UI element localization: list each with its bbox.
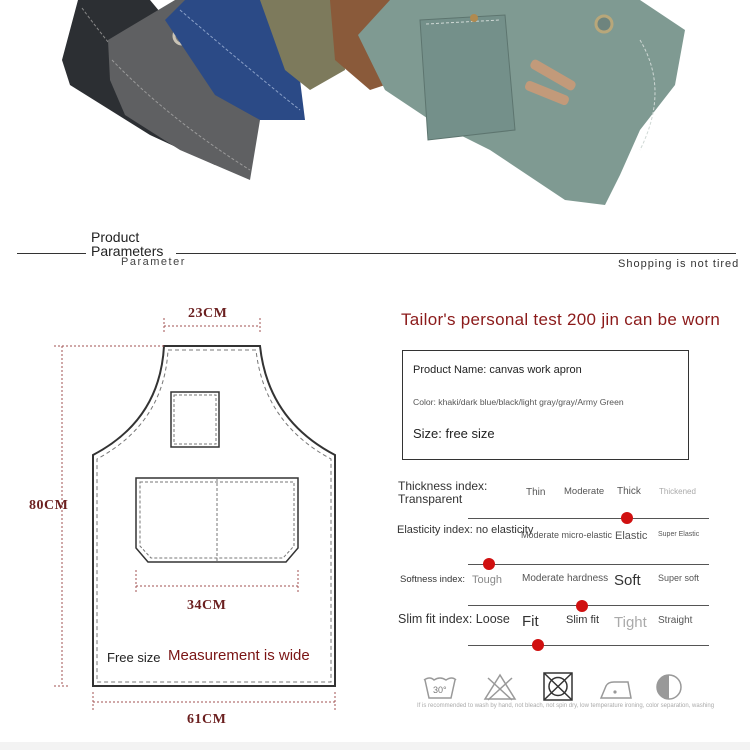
no-bleach-icon xyxy=(482,672,518,702)
fit-label: Slim fit index: Loose xyxy=(398,612,510,626)
top-width-label: 23CM xyxy=(188,306,228,321)
elasticity-track xyxy=(468,564,709,565)
tagline: Tailor's personal test 200 jin can be worn xyxy=(401,310,721,329)
no-tumble-dry-icon xyxy=(540,671,576,701)
fit-option-straight: Straight xyxy=(658,615,693,626)
wash-temp-text: 30° xyxy=(433,685,447,695)
measurement-note: Measurement is wide xyxy=(168,647,310,664)
low-iron-icon xyxy=(598,674,634,704)
thickness-option-moderate: Moderate xyxy=(564,486,605,497)
fit-track xyxy=(468,645,709,646)
product-photo xyxy=(0,0,750,230)
product-info-box xyxy=(402,350,689,460)
softness-option-tough: Tough xyxy=(472,574,502,586)
thickness-label: Thickness index: Transparent xyxy=(398,479,488,506)
aprons-illustration xyxy=(0,0,750,230)
apron-diagram xyxy=(20,300,380,740)
softness-option-soft: Soft xyxy=(614,572,641,589)
fit-option-fit: Fit xyxy=(522,613,539,630)
thickness-option-thick: Thick xyxy=(617,486,641,497)
product-size: Size: free size xyxy=(413,426,495,441)
product-name: Product Name: canvas work apron xyxy=(413,364,582,376)
color-separation-icon xyxy=(652,672,688,702)
section-tagline: Shopping is not tired xyxy=(618,258,740,270)
fit-option-slim: Slim fit xyxy=(566,614,599,626)
header-rule-right xyxy=(176,253,736,254)
height-label: 80CM xyxy=(29,498,69,513)
softness-marker xyxy=(576,600,588,612)
fit-option-tight: Tight xyxy=(614,614,647,631)
bottom-band xyxy=(0,742,750,750)
elasticity-label: Elasticity index: no elasticity xyxy=(397,524,534,536)
product-color: Color: khaki/dark blue/black/light gray/gray/Army Green xyxy=(413,397,624,407)
pocket-width-label: 34CM xyxy=(187,598,227,613)
thickness-option-thickened: Thickened xyxy=(659,487,696,496)
thickness-option-thin: Thin xyxy=(526,487,546,498)
softness-option-moderate: Moderate hardness xyxy=(522,573,609,584)
chest-pocket xyxy=(171,392,219,447)
care-instructions: If is recommended to wash by hand, not bleach, not spin dry, low temperature ironing, color separation, washing xyxy=(417,703,715,709)
wash-30-icon xyxy=(422,672,458,702)
free-size-label: Free size xyxy=(107,650,161,665)
bottom-width-label: 61CM xyxy=(187,712,227,727)
elasticity-option-moderate: Moderate micro-elastic xyxy=(521,530,613,540)
fit-marker xyxy=(532,639,544,651)
header-rule-left xyxy=(17,253,86,254)
thickness-track xyxy=(468,518,709,519)
softness-option-super-soft: Super soft xyxy=(658,573,700,583)
thickness-marker xyxy=(621,512,633,524)
elasticity-marker xyxy=(483,558,495,570)
elasticity-option-elastic: Elastic xyxy=(615,530,648,542)
section-subtitle: Parameter xyxy=(121,256,186,268)
softness-label: Softness index: xyxy=(400,574,465,585)
softness-track xyxy=(468,605,709,606)
elasticity-option-super: Super Elastic xyxy=(658,531,700,538)
section-title: Product Parameters xyxy=(91,229,164,259)
